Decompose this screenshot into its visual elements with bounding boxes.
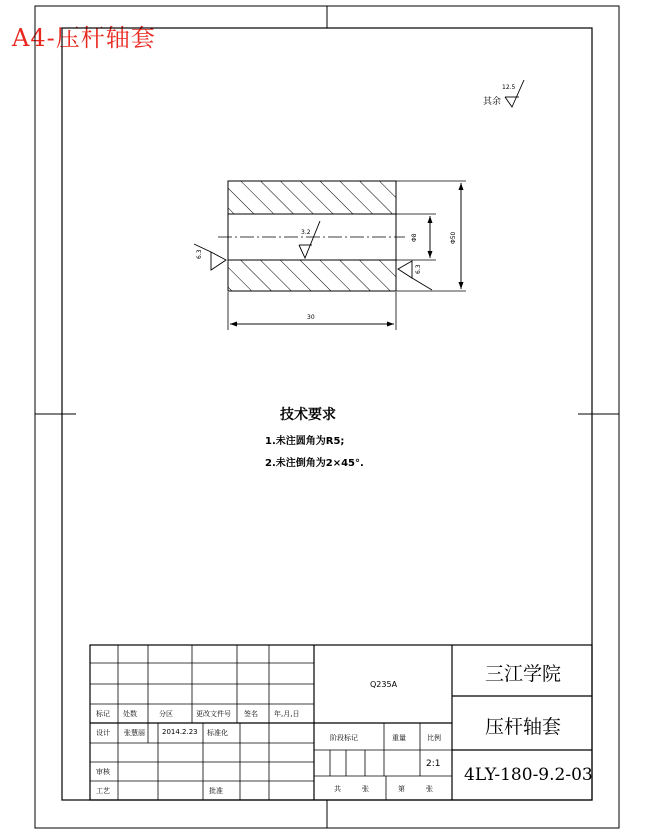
roughness-inner-value: 3.2	[301, 229, 311, 236]
total-label: 共	[334, 785, 341, 793]
process-label: 工艺	[96, 787, 110, 795]
drawing-number: 4LY-180-9.2-03	[464, 765, 593, 785]
sheet-label: A4-压杆轴套	[12, 24, 156, 52]
design-date: 2014.2.23	[162, 728, 198, 736]
revision-header: 处数	[123, 710, 137, 718]
outer-diameter-value: Φ50	[450, 231, 457, 244]
school-name: 三江学院	[485, 663, 562, 685]
material-label: Q235A	[370, 680, 398, 689]
length-dimension-value: 30	[307, 314, 315, 321]
scale-value: 2:1	[426, 759, 441, 769]
designer-name: 张慧丽	[124, 729, 145, 737]
roughness-symbol-right	[398, 261, 412, 278]
sheets-label: 张	[362, 785, 369, 793]
stage-mark-label: 阶段标记	[330, 734, 358, 742]
roughness-left-value: 6.3	[196, 249, 203, 259]
tech-requirement-item: 1.未注圆角为R5;	[265, 436, 345, 447]
part-bottom-wall	[228, 260, 396, 291]
revision-header: 分区	[159, 710, 173, 718]
part-name: 压杆轴套	[485, 716, 562, 738]
part-top-wall	[228, 181, 396, 214]
weight-label: 重量	[392, 734, 406, 742]
sheets-label: 张	[426, 785, 433, 793]
tech-requirements-title: 技术要求	[280, 407, 336, 423]
revision-header: 标记	[96, 710, 110, 718]
review-label: 审核	[96, 768, 110, 776]
revision-header: 年,月,日	[274, 710, 300, 718]
roughness-note-prefix: 其余	[483, 97, 502, 107]
tech-requirement-item: 2.未注倒角为2×45°.	[265, 458, 364, 469]
roughness-right-value: 6.3	[415, 264, 422, 274]
revision-header: 更改文件号	[196, 710, 231, 718]
standardization-label: 标准化	[207, 729, 228, 737]
approve-label: 批准	[209, 787, 223, 795]
roughness-rest-value: 12.5	[502, 84, 516, 91]
inner-diameter-value: Φ8	[411, 233, 418, 242]
scale-label: 比例	[427, 734, 441, 742]
design-label: 设计	[96, 729, 110, 737]
page-label: 第	[398, 785, 405, 793]
revision-header: 签名	[244, 710, 258, 718]
roughness-symbol-left	[211, 252, 226, 270]
